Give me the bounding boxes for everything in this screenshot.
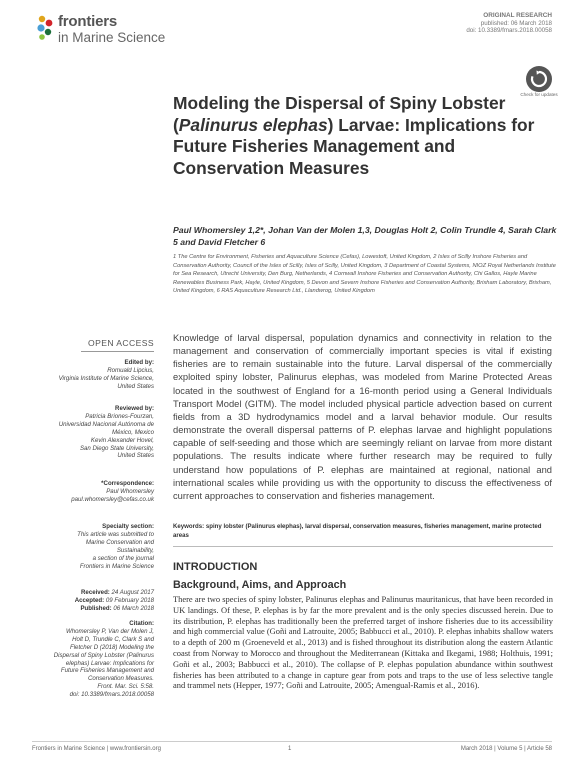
citation-label: Citation: (129, 620, 154, 627)
subsection-heading: Background, Aims, and Approach (173, 579, 347, 591)
specialty-line: a section of the journal (92, 554, 154, 562)
reviewed-by-block (59, 405, 154, 460)
title-species: Palinurus elephas (178, 114, 328, 135)
received-label: Received: (81, 589, 110, 596)
page-number: 1 (288, 746, 292, 752)
sidebar-divider (81, 351, 154, 352)
citation-line: Conservation Measures. (87, 675, 154, 683)
title-part-1: Modeling the Dispersal of Spiny Lobster ( (173, 93, 506, 135)
body-paragraph: There are two species of spiny lobster, Palinurus elephas and Palinurus mauritanicus, that have been recorded in UK landings. Of these, P. elephas is by far the more prevalent and is the only species discussed herein. Due to its distribution, P. elephas has traditionally been the preferred target of inshore fisheries due to its accessibility and high commercial value (Goñi and Latrouite, 2005; Babbucci et al., 2010). P. elephas inhabits shallow waters to a depth of 200 m (Groeneveld et al., 2013) and is fished throughout its distribution along the eastern Atlantic coast from Norway to Morocco and throughout the Mediterranean (Kittaka and Ikegami, 1988; Holthuis, 1991; Goñi et al., 2003; Babbucci et al., 2010). The collapse of P. elephas population abundance within southwest fisheries has been attributed to a change in capture gear from pots and traps to the use of less selective tangle and trammel nets (Hepper, 1977; Goñi and Latrouite, 2005; Amengual-Ramis et al., 2016). (173, 594, 553, 691)
editor-line: United States (117, 382, 154, 390)
reviewer-line: Universidad Nacional Autónoma de (58, 420, 154, 428)
citation-line: elephas) Larvae: Implications for (65, 659, 154, 667)
citation-line: Dispersal of Spiny Lobster (Palinurus (53, 651, 154, 659)
correspondence-email[interactable]: paul.whomersley@cefas.co.uk (71, 495, 154, 503)
doi-link[interactable]: doi: 10.3389/fmars.2018.00058 (466, 27, 552, 35)
footer-issue-info: March 2018 | Volume 5 | Article 58 (460, 746, 552, 752)
received-date: 24 August 2017 (111, 589, 154, 596)
citation-line: Future Fisheries Management and (60, 667, 154, 675)
title-part-2: ) Larvae: Implications for Future Fisheries Management and Conservation Measures (173, 114, 535, 178)
reviewer-line: México, Mexico (112, 428, 154, 436)
refresh-icon (526, 66, 552, 92)
dates-block (75, 589, 154, 613)
reviewed-by-label: Reviewed by: (115, 405, 154, 412)
article-type: ORIGINAL RESEARCH (483, 12, 552, 19)
reviewer-line: Kevin Alexander Hovel, (90, 436, 154, 444)
reviewer-line: San Diego State University, (79, 444, 154, 452)
journal-name: frontiers (58, 13, 118, 30)
edited-by-label: Edited by: (124, 359, 154, 366)
check-for-updates-icon[interactable] (526, 66, 552, 92)
affiliations: 1 The Centre for Environment, Fisheries and Aquaculture Science (Cefas), Lowestoft, United Kingdom, 2 Isles of Scilly Inshore Fisheries and Conservation Authority, Council of the Isles of Scilly, Isles of Scilly, United Kingdom, 3 Department of Coastal Systems, NIOZ Royal Netherlands Institute for Sea Research, Utrecht University, Den Burg, Netherlands, 4 Cornwall Inshore Fisheries and Conservation Authority, Chi Gallos, Hayle Marine Renewables Business Park, Hayle, United Kingdom, 5 Devon and Severn Inshore Fisheries and Conservation Authority, Brixham Laboratory, Brixham, United Kingdom, 6 RAS Aquaculture Research Ltd., Llandwrog, United Kingdom (173, 254, 556, 295)
specialty-block (77, 523, 154, 570)
keywords-divider (173, 546, 553, 547)
citation-line: Holt D, Trundle C, Clark S and (72, 635, 154, 643)
keywords: Keywords: spiny lobster (Palinurus elephas), larval dispersal, conservation measures, fisheries management, marine protected areas (173, 523, 542, 539)
published-label: Published: (80, 604, 112, 612)
section-heading-introduction: INTRODUCTION (173, 561, 258, 573)
abstract: Knowledge of larval dispersal, population dynamics and connectivity in relation to the management and conservation of commercially important species is vital if existing fisheries are to remain sustainable into the future. Larval dispersal of the commercially exploited spiny lobster, Palinurus elephas, was modeled from Marine Protected Areas located in the southwest of England for a 16-month period using a General Individuals Transport Model (GITM). The model included physical particle advection based on current fields from a 3D hydrodynamics model and a larval behavior module. Our results demonstrate the overall dispersal patterns of P. elephas larvae and highlight populations capable of self-seeding and those which are seemingly reliant on larvae from more distant populations. The results indicate where further research may be required to fully understand how populations of P. elephas are maintained at regional, national and international scales while providing us with the opportunity to discuss the effectiveness of current approaches to conservation and fisheries management. (173, 333, 552, 501)
editor-line: Virginia Institute of Marine Science, (58, 374, 154, 382)
footer-journal-link[interactable]: Frontiers in Marine Science | www.frontiersin.org (32, 746, 161, 752)
accepted-date: 09 February 2018 (105, 596, 154, 604)
footer-divider (32, 741, 552, 742)
citation-line: Fletcher D (2018) Modeling the (69, 643, 154, 651)
published-side-date: 06 March 2018 (113, 604, 154, 612)
frontiers-logo-icon (36, 14, 56, 42)
edited-by-block (59, 359, 154, 391)
correspondence-name: Paul Whomersley (106, 487, 154, 495)
specialty-line: Frontiers in Marine Science (79, 562, 154, 570)
citation-line: Whomersley P, Van der Molen J, (65, 627, 154, 635)
article-title (173, 93, 553, 179)
check-for-updates-label[interactable]: Check for updates (520, 92, 558, 97)
published-date: published: 06 March 2018 (480, 19, 552, 27)
correspondence-block (71, 480, 154, 504)
reviewer-line: Patricia Briones-Fourzan, (85, 412, 154, 420)
correspondence-label: *Correspondence: (101, 480, 154, 487)
specialty-line: Marine Conservation and (85, 538, 154, 546)
author-list: Paul Whomersley 1,2*, Johan Van der Molen 1,3, Douglas Holt 2, Colin Trundle 4, Sarah Clark 5 and David Fletcher 6 (173, 225, 557, 247)
accepted-label: Accepted: (74, 596, 105, 604)
citation-doi[interactable]: doi: 10.3389/fmars.2018.00058 (69, 691, 154, 699)
open-access-label: OPEN ACCESS (87, 338, 154, 348)
editor-line: Romuald Lipcius, (107, 366, 154, 374)
article-meta (466, 12, 552, 35)
citation-block (54, 620, 154, 699)
specialty-label: Specialty section: (102, 523, 154, 530)
specialty-line: Sustainability, (116, 546, 154, 554)
citation-line: Front. Mar. Sci. 5:58. (97, 683, 154, 691)
reviewer-line: United States (117, 452, 154, 460)
specialty-line: This article was submitted to (77, 530, 154, 538)
journal-subtitle: in Marine Science (58, 30, 166, 45)
